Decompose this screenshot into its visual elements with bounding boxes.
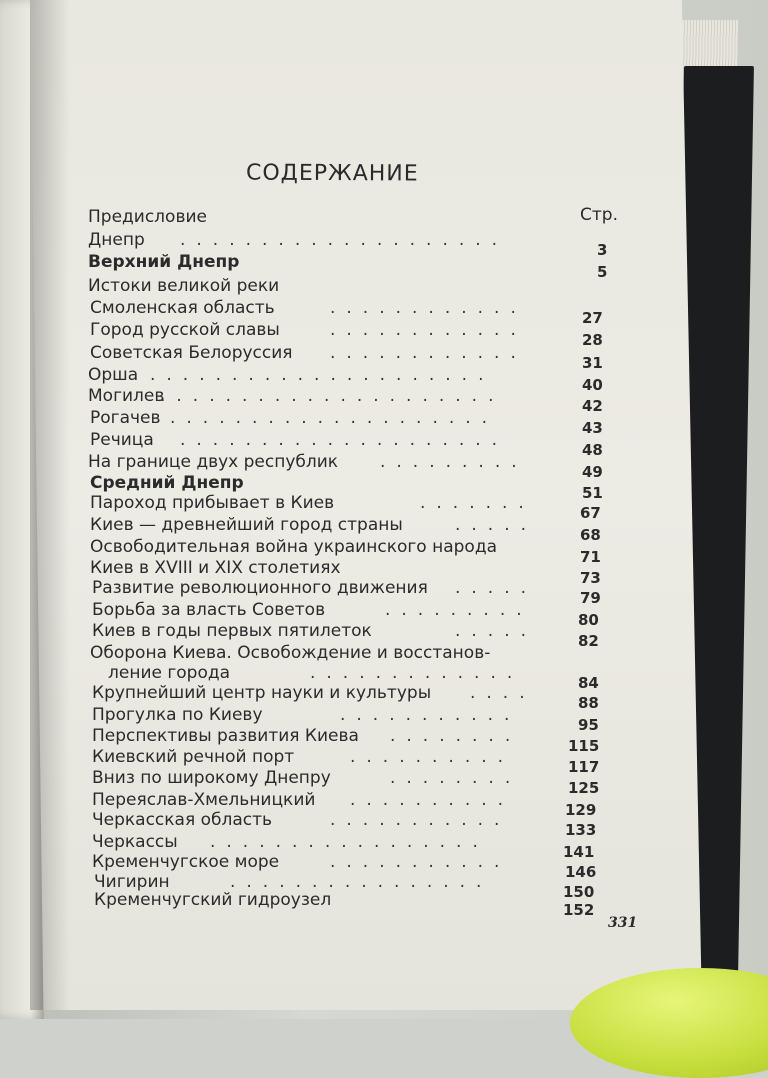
toc-leader-dots: ..... <box>455 515 538 535</box>
toc-leader-dots: ............ <box>330 343 527 363</box>
toc-entry-title: Верхний Днепр <box>88 252 240 272</box>
toc-entry-title: Истоки великой реки <box>88 276 280 296</box>
toc-entry-title: Киев — древнейший город страны <box>90 515 403 535</box>
toc-entry-title: Борьба за власть Советов <box>92 600 326 620</box>
toc-entry-page: 84 <box>578 674 599 692</box>
toc-entry-title: Чигирин <box>94 872 170 892</box>
toc-entry-title: Речица <box>90 430 154 450</box>
toc-entry-page: 146 <box>565 863 597 881</box>
toc-entry-page: 115 <box>568 737 600 755</box>
toc-entry-page: 68 <box>580 526 601 544</box>
toc-entry-title: Прогулка по Киеву <box>92 705 263 725</box>
toc-entry-title: Освободительная война украинского народа <box>90 537 497 557</box>
toc-entry-page: 117 <box>568 758 600 776</box>
toc-entry-title: Советская Белоруссия <box>90 343 293 363</box>
toc-leader-dots: ..................... <box>150 365 495 385</box>
toc-entry-page: 67 <box>580 504 601 522</box>
toc-leader-dots: ........... <box>330 852 511 872</box>
toc-entry-title: Крупнейший центр науки и культуры <box>92 683 432 703</box>
toc-entry-page: 79 <box>580 589 601 607</box>
page-title: СОДЕРЖАНИЕ <box>245 160 419 187</box>
toc-entry-page: 51 <box>582 484 603 502</box>
toc-entry-page: 150 <box>563 883 595 901</box>
toc-entry-title: Киев в XVIII и XIX столетиях <box>90 558 341 578</box>
toc-leader-dots: ............ <box>330 320 527 340</box>
toc-entry-title: Предисловие <box>88 207 207 227</box>
toc-entry-page: 31 <box>582 354 603 372</box>
toc-entry-page: 28 <box>582 331 603 349</box>
toc-leader-dots: ........ <box>390 726 522 746</box>
toc-leader-dots: ............. <box>310 663 524 683</box>
toc-leader-dots: ..... <box>455 578 538 598</box>
book-page <box>30 0 702 1010</box>
toc-entry-title: Кременчугское море <box>92 852 280 872</box>
toc-entry-title: Перспективы развития Киева <box>92 726 359 746</box>
toc-entry-page: 80 <box>578 611 599 629</box>
toc-leader-dots: ........ <box>390 768 522 788</box>
toc-leader-dots: .................... <box>170 408 499 428</box>
toc-entry-title: Могилев <box>88 386 165 406</box>
toc-leader-dots: ................ <box>230 872 493 892</box>
toc-entry-page: 43 <box>582 419 603 437</box>
toc-entry-page: 129 <box>565 801 597 819</box>
toc-leader-dots: .......... <box>350 747 515 767</box>
toc-entry-title: На границе двух республик <box>88 452 339 472</box>
toc-entry-title: Оборона Киева. Освобождение и восстанов- <box>90 643 491 663</box>
page-number: 331 <box>608 915 638 931</box>
toc-leader-dots: ..................... <box>160 386 505 406</box>
toc-entry-title: Рогачев <box>90 408 161 428</box>
toc-leader-dots: .......... <box>350 790 515 810</box>
toc-entry-page: 71 <box>580 548 601 566</box>
toc-entry-title: Переяслав-Хмельницкий <box>92 790 316 810</box>
toc-entry-title: Черкассы <box>92 832 178 852</box>
toc-entry-title: Средний Днепр <box>90 473 244 493</box>
toc-entry-title: Развитие революционного движения <box>92 578 428 598</box>
toc-entry-page: 133 <box>565 821 597 839</box>
toc-entry-page: 95 <box>578 716 599 734</box>
toc-entry-title: Пароход прибывает в Киев <box>90 493 335 513</box>
toc-leader-dots: ......... <box>385 600 533 620</box>
toc-entry-page: 125 <box>568 779 600 797</box>
toc-entry-page: 5 <box>597 263 608 281</box>
toc-entry-title: ление города <box>108 663 231 683</box>
toc-entry-page: 82 <box>578 632 599 650</box>
toc-leader-dots: ..... <box>455 621 538 641</box>
toc-entry-page: 73 <box>580 569 601 587</box>
toc-entry-title: Город русской славы <box>90 320 280 340</box>
toc-leader-dots: ......... <box>380 452 528 472</box>
toc-entry-title: Черкасская область <box>92 810 273 830</box>
toc-entry-page: 88 <box>578 694 599 712</box>
toc-entry-page: 42 <box>582 397 603 415</box>
toc-entry-title: Кременчугский гидроузел <box>94 890 332 910</box>
toc-entry-page: 141 <box>563 843 595 861</box>
toc-leader-dots: .................... <box>180 230 509 250</box>
toc-entry-title: Днепр <box>88 230 145 250</box>
toc-leader-dots: ........... <box>330 810 511 830</box>
page-column-label: Стр. <box>580 205 618 225</box>
toc-leader-dots: ....... <box>420 493 535 513</box>
toc-leader-dots: .... <box>470 683 536 703</box>
toc-entry-page: 152 <box>563 901 595 919</box>
toc-entry-page: 27 <box>582 309 603 327</box>
toc-entry-title: Киевский речной порт <box>92 747 295 767</box>
toc-entry-title: Киев в годы первых пятилеток <box>92 621 372 641</box>
toc-leader-dots: ........... <box>340 705 521 725</box>
toc-leader-dots: ................. <box>210 832 489 852</box>
toc-entry-title: Вниз по широкому Днепру <box>92 768 331 788</box>
toc-entry-page: 49 <box>582 463 603 481</box>
toc-entry-title: Орша <box>88 365 139 385</box>
toc-leader-dots: ............ <box>330 298 527 318</box>
toc-entry-page: 48 <box>582 441 603 459</box>
toc-entry-page: 3 <box>597 241 608 259</box>
toc-entry-title: Смоленская область <box>90 298 275 318</box>
toc-entry-page: 40 <box>582 376 603 394</box>
toc-leader-dots: .................... <box>180 430 509 450</box>
